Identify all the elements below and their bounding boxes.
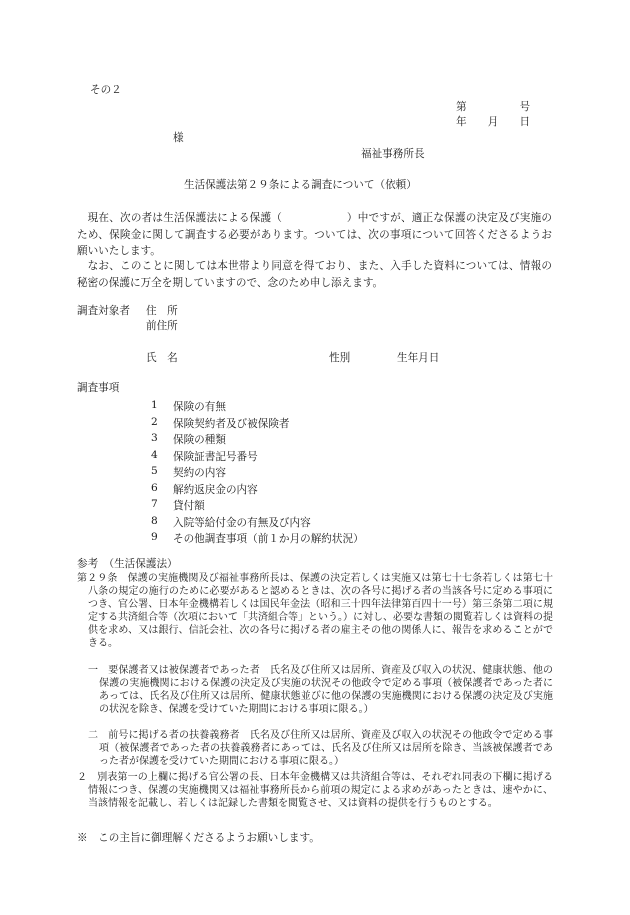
list-item	[0, 515, 630, 532]
document-title: 生活保護法第２９条による調査について（依頼）	[184, 179, 417, 191]
item-text: 解約返戻金の内容	[173, 483, 258, 496]
item-number: 7	[151, 498, 158, 510]
list-item	[0, 482, 630, 499]
item-number: 6	[151, 481, 158, 494]
reference-subitem-1: 一 要保護者又は被保護者であった者 氏名及び住所又は居所、資産及び収入の状況、健康状態、他の保護の実施機関における保護の決定及び実施の状況その他政令で定める事項（被保護者であった者にあっては、氏名及び住所又は居所、健康状態並びに他の保護の実施機関における保護の決定及び実施の状況を除き、保護を受けていた期間における事項に限る。）	[88, 665, 553, 716]
item-text: 契約の内容	[173, 467, 226, 479]
previous-address-label: 前住所	[146, 320, 178, 332]
item-text: 保険の有無	[173, 401, 226, 413]
footer-note: ※ この主旨に御理解くださるようお願いします。	[77, 832, 320, 844]
name-label: 氏 名	[146, 352, 178, 364]
list-item	[0, 498, 630, 515]
reference-paragraph-2: ２ 別表第一の上欄に掲げる官公署の長、日本年金機構又は共済組合等は、それぞれ同表の下欄に掲げる情報につき、保護の実施機関又は福祉事務所長から前項の規定による求めがあったときは、速やかに、当該情報を記載し、若しくは記録した書類を閲覧させ、又は資料の提供を行うものとする。	[77, 772, 553, 810]
list-item	[0, 416, 630, 433]
items-heading: 調査事項	[77, 382, 120, 394]
item-text: 保険の種類	[173, 434, 226, 446]
sex-label: 性別	[329, 352, 351, 364]
reference-article: 第２９条 保護の実施機関及び福祉事務所長は、保護の決定若しくは実施又は第七十七条若しくは第七十八条の規定の施行のために必要があると認めるときは、次の各号に掲げる者の当該各号に定める事項につき、官公署、日本年金機構若しくは国民年金法（昭和三十四年法律第百四十一号）第三条第二項に規定する共済組合等（次項において「共済組合等」という。）に対し、必要な書類の閲覧若しくは資料の提供を求め、又は銀行、信託会社、次の各号に掲げる者の雇主その他の関係人に、報告を求めることができる。	[77, 573, 553, 650]
item-number: 4	[151, 448, 158, 461]
list-item	[0, 449, 630, 466]
list-item	[0, 399, 630, 416]
item-number: 2	[151, 415, 158, 428]
item-text: 入院等給付金の有無及び内容	[173, 516, 311, 529]
item-text: 保険契約者及び被保険者	[173, 417, 290, 430]
item-number: 3	[151, 432, 158, 444]
address-label: 住 所	[146, 305, 178, 317]
addressee-suffix: 様	[173, 132, 184, 144]
list-item	[0, 531, 630, 548]
item-text: その他調査事項（前１か月の解約状況）	[173, 533, 364, 545]
list-item	[0, 465, 630, 482]
item-number: 8	[151, 514, 158, 527]
form-number: その２	[90, 84, 122, 96]
sender: 福祉事務所長	[361, 148, 425, 160]
reference-heading: 参考 （生活保護法）	[77, 558, 178, 570]
item-number: 9	[151, 531, 158, 543]
item-number: 5	[151, 465, 158, 477]
list-item	[0, 432, 630, 449]
birth-date-label: 生年月日	[397, 352, 440, 364]
item-number: 1	[151, 399, 158, 411]
item-text: 保険証書記号番号	[173, 450, 258, 463]
body-paragraph-2: なお、このことに関しては本世帯より同意を得ており、また、入手した資料については、情報の秘密の保護に万全を期していますので、念のため申し添えます。	[77, 260, 552, 289]
issue-date: 年 月 日	[456, 116, 531, 128]
item-text: 貸付額	[173, 500, 205, 512]
document-number: 第 号	[456, 101, 531, 113]
subject-heading: 調査対象者	[77, 305, 130, 317]
body-paragraph-1: 現在、次の者は生活保護法による保護（ ）中ですが、適正な保護の決定及び実施のため、保険金に関して調査する必要があります。ついては、次の事項について回答くださるようお願いいたします。	[77, 212, 552, 257]
reference-subitem-2: 二 前号に掲げる者の扶養義務者 氏名及び住所又は居所、資産及び収入の状況その他政令で定める事項（被保護者であった者の扶養義務者にあっては、氏名及び住所又は居所を除き、当該被保護者であった者が保護を受けていた期間における事項に限る。）	[88, 730, 553, 768]
